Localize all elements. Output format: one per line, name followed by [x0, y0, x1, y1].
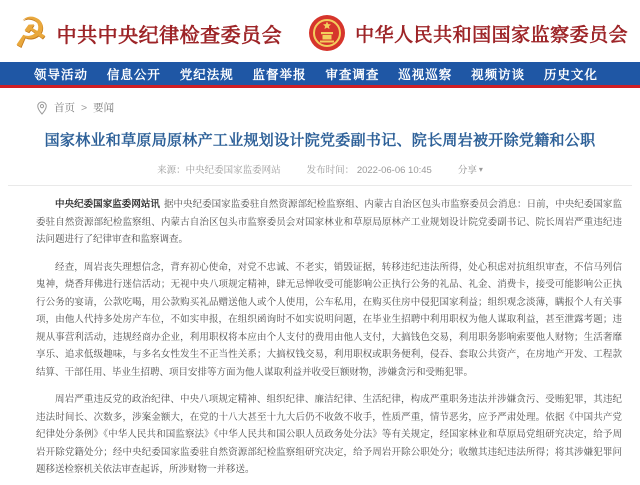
- chevron-down-icon: ▾: [478, 164, 483, 174]
- article-publish-time: 发布时间： 2022-06-06 10:45: [306, 165, 432, 176]
- article-body: [36, 196, 622, 479]
- ncs-home-link[interactable]: [308, 14, 628, 52]
- article-title: 国家林业和草原局原林产工业规划设计院党委副书记、院长周岩被开除党籍和公职: [44, 132, 596, 149]
- article-source: 来源：中央纪委国家监委网站: [157, 165, 281, 176]
- national-emblem-icon: [308, 14, 346, 52]
- paragraph-text: 据中央纪委国家监委驻自然资源部纪检监察组、内蒙古自治区包头市监察委员会消息：日前，中央纪委国家监委驻自然资源部纪检监察组、内蒙古自治区包头市监察委员会对国家林业和草原局原林产工业规划设计院党委副书记、院长周岩严重违纪违法问题进行了纪律审查和监察调查。: [36, 199, 622, 245]
- breadcrumb-current: 要闻: [93, 102, 115, 114]
- nav-item[interactable]: 监督举报: [252, 67, 307, 82]
- paragraph-text: 经查，周岩丧失理想信念，背弃初心使命，对党不忠诚、不老实，销毁证据，转移违纪违法所得，处心积虑对抗组织审查，不信马列信鬼神，烧香拜佛进行迷信活动；无视中央八项规定精神，肆无忌惮收受可能影响公正执行公务的礼品、礼金、消费卡，接受可能影响公正执行公务的宴请，公款吃喝，用公款购买礼品赠送他人或个人使用，公车私用，在购买住房中侵犯国家利益；组织观念淡薄，瞒报个人有关事项，由他人代持多处房产车位，不如实申报，在组织函询时不如实说明问题，在毕业生招聘中利用职权为他人谋取利益，甚至泄露考题；违规从事营利活动，违规经商办企业，利用职权将本应由个人支付的费用由他人支付，大搞钱色交易，利用职务影响索要他人财物；生活奢靡享乐、追求低级趣味，与多名女性发生不正当性关系；大搞权钱交易，利用职权或职务便利，侵吞、套取公共资产，在房地产开发、工程款结算、干部任用、毕业生招聘、项目安排等方面为他人谋取利益并收受巨额财物，涉嫌贪污和受贿犯罪。: [36, 261, 622, 378]
- nav-item[interactable]: 视频访谈: [471, 67, 526, 82]
- nav-item[interactable]: 信息公开: [106, 67, 161, 82]
- cpc-emblem-icon: ☭: [9, 9, 50, 57]
- site-header: [0, 0, 640, 62]
- breadcrumb-home-link[interactable]: 首页: [54, 102, 75, 114]
- nav-item[interactable]: 历史文化: [543, 67, 598, 82]
- ncs-org-name: 中华人民共和国国家监察委员会: [355, 24, 629, 46]
- nav-item[interactable]: 领导活动: [34, 67, 89, 82]
- ccdi-org-name: 中共中央纪律检查委员会: [56, 24, 283, 47]
- location-pin-icon: [36, 101, 48, 115]
- nav-item[interactable]: 审查调查: [325, 67, 380, 82]
- meta-divider: [8, 185, 632, 186]
- breadcrumb-separator: >: [81, 101, 88, 114]
- article-paragraph: [36, 196, 622, 249]
- paragraph-text: 周岩严重违反党的政治纪律、中央八项规定精神、组织纪律、廉洁纪律、生活纪律，构成严重职务违法并涉嫌贪污、受贿犯罪，其违纪违法时间长、次数多，涉案金额大，在党的十八大甚至十九大后仍不收敛不收手，性质严重，情节恶劣，应予严肃处理。依据《中国共产党纪律处分条例》《中华人民共和国监察法》《中华人民共和国公职人员政务处分法》等有关规定，经国家林业和草原局党组研究决定，给予周岩开除党籍处分；经中央纪委国家监委驻自然资源部纪检监察组研究决定，给予周岩开除公职处分；收缴其违纪违法所得；将其涉嫌犯罪问题移送检察机关依法审查起诉，所涉财物一并移送。: [36, 394, 622, 475]
- article-lead: 中央纪委国家监委网站讯: [55, 199, 160, 210]
- main-nav: [0, 62, 640, 88]
- share-button[interactable]: 分享 ▾: [457, 164, 483, 176]
- nav-item[interactable]: 巡视巡察: [398, 67, 453, 82]
- article-meta: [0, 162, 640, 176]
- ccdi-home-link[interactable]: [9, 9, 283, 57]
- breadcrumb: [36, 100, 640, 115]
- article-paragraph: [36, 259, 622, 382]
- article-paragraph: [36, 391, 622, 479]
- nav-item[interactable]: 党纪法规: [179, 67, 234, 82]
